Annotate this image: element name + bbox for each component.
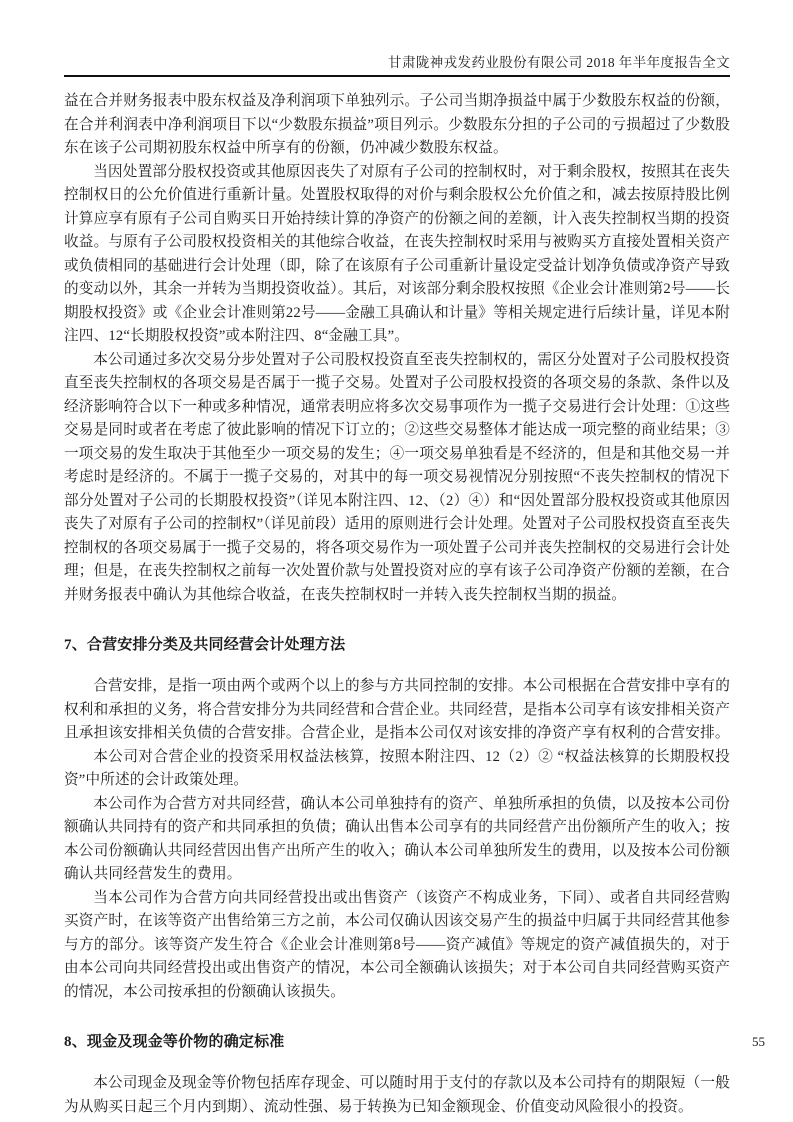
paragraph-joint-operation-recognition: 本公司作为合营方对共同经营，确认本公司单独持有的资产、单独所承担的负债，以及按本公司份额确认共同持有的资产和共同承担的负债；确认出售本公司享有的共同经营产出份额所产生的收入；按本公司份额确认共同经营因出售产出所产生的收入；确认本公司单独所发生的费用，以及按本公司份额确认共同经营发生的费用。 [64, 795, 730, 882]
header-title: 甘肃陇神戎发药业股份有限公司 2018 年半年度报告全文 [388, 55, 730, 70]
section-heading-8-cash-equivalents: 8、现金及现金等价物的确定标准 [64, 1034, 285, 1050]
paragraph-minority-interest: 益在合并财务报表中股东权益及净利润项下单独列示。子公司当期净损益中属于少数股东权益的份额，在合并利润表中净利润项目下以“少数股东损益”项目列示。少数股东分担的子公司的亏损超过了少数股东在该子公司期初股东权益中所享有的份额，仍冲减少数股东权益。 [64, 93, 730, 156]
paragraph-cash-equivalents-definition: 本公司现金及现金等价物包括库存现金、可以随时用于支付的存款以及本公司持有的期限短（一般为从购买日起三个月内到期）、流动性强、易于转换为已知金额现金、价值变动风险很小的投资。 [64, 1075, 730, 1115]
paragraph-joint-operation-asset-transactions: 当本公司作为合营方向共同经营投出或出售资产（该资产不构成业务，下同）、或者自共同经营购买资产时，在该等资产出售给第三方之前，本公司仅确认因该交易产生的损益中归属于共同经营其他参与方的部分。该等资产发生符合《企业会计准则第8号——资产减值》等规定的资产减值损失的，对于由本公司向共同经营投出或出售资产的情况，本公司全额确认该损失；对于本公司自共同经营购买资产的情况，本公司按承担的份额确认该损失。 [64, 889, 730, 1000]
paragraph-joint-arrangement-definition: 合营安排，是指一项由两个或两个以上的参与方共同控制的安排。本公司根据在合营安排中享有的权利和承担的义务，将合营安排分为共同经营和合营企业。共同经营，是指本公司享有该安排相关资产且承担该安排相关负债的合营安排。合营企业，是指本公司仅对该安排的净资产享有权利的合营安排。 [64, 678, 730, 741]
paragraph-loss-of-control: 当因处置部分股权投资或其他原因丧失了对原有子公司的控制权时，对于剩余股权，按照其在丧失控制权日的公允价值进行重新计量。处置股权取得的对价与剩余股权公允价值之和，减去按原持股比例计算应享有原有子公司自购买日开始持续计算的净资产的份额之间的差额，计入丧失控制权当期的投资收益。与原有子公司股权投资相关的其他综合收益，在丧失控制权时采用与被购买方直接处置相关资产或负债相同的基础进行会计处理（即，除了在该原有子公司重新计量设定受益计划净负债或净资产导致的变动以外，其余一并转为当期投资收益）。其后，对该部分剩余股权按照《企业会计准则第2号——长期股权投资》或《企业会计准则第22号——金融工具确认和计量》等相关规定进行后续计量，详见本附注四、12“长期股权投资”或本附注四、8“金融工具”。 [64, 163, 730, 344]
page-number: 55 [752, 1034, 765, 1049]
paragraph-stepwise-disposal: 本公司通过多次交易分步处置对子公司股权投资直至丧失控制权的，需区分处置对子公司股权投资直至丧失控制权的各项交易是否属于一揽子交易。处置对子公司股权投资的各项交易的条款、条件以及经济影响符合以下一种或多种情况，通常表明应将多次交易事项作为一揽子交易进行会计处理：①这些交易是同时或者在考虑了彼此影响的情况下订立的；②这些交易整体才能达成一项完整的商业结果；③一项交易的发生取决于其他至少一项交易的发生；④一项交易单独看是不经济的，但是和其他交易一并考虑时是经济的。不属于一揽子交易的，对其中的每一项交易视情况分别按照“不丧失控制权的情况下部分处置对子公司的长期股权投资”（详见本附注四、12、（2）④）和“因处置部分股权投资或其他原因丧失了对原有子公司的控制权”（详见前段）适用的原则进行会计处理。处置对子公司股权投资直至丧失控制权的各项交易属于一揽子交易的，将各项交易作为一项处置子公司并丧失控制权的交易进行会计处理；但是，在丧失控制权之前每一次处置价款与处置投资对应的享有该子公司净资产份额的差额，在合并财务报表中确认为其他综合收益，在丧失控制权时一并转入丧失控制权当期的损益。 [64, 351, 730, 603]
page-header [0, 0, 793, 77]
section-heading-7-joint-arrangements: 7、合营安排分类及共同经营会计处理方法 [64, 637, 346, 653]
paragraph-equity-method: 本公司对合营企业的投资采用权益法核算，按照本附注四、12（2）② “权益法核算的长期股权投资”中所述的会计政策处理。 [64, 748, 730, 788]
document-body [0, 77, 793, 1119]
